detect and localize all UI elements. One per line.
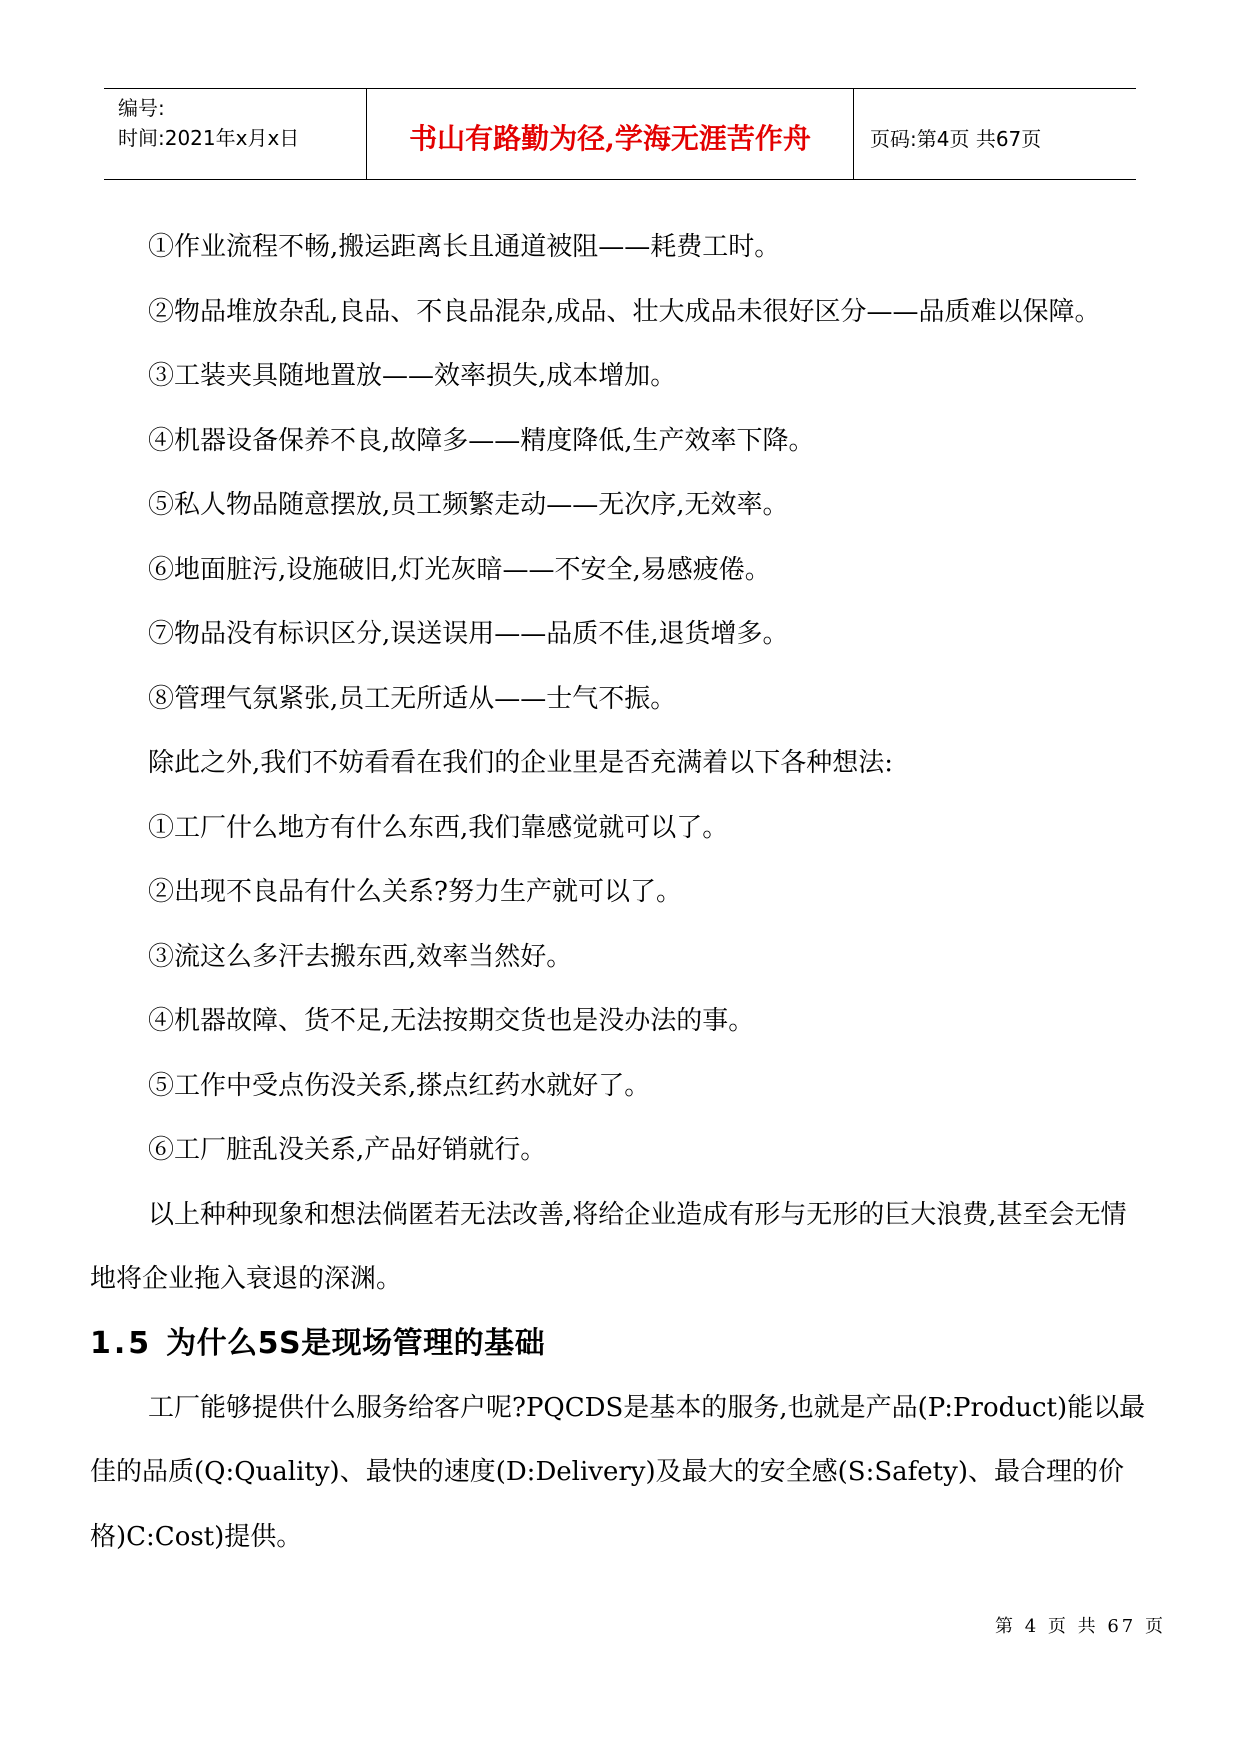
section-paragraph: 工厂能够提供什么服务给客户呢?PQCDS是基本的服务,也就是产品(P:Product)能以最佳的品质(Q:Quality)、最快的速度(D:Delivery)及最大的安全感(S:Safety)、最合理的价格)C:Cost)提供。 <box>90 1392 1146 1552</box>
paragraph: ②出现不良品有什么关系?努力生产就可以了。 <box>148 877 682 907</box>
document-number-label: 编号: <box>118 96 165 120</box>
section-heading <box>90 1312 1146 1376</box>
paragraph: ③工装夹具随地置放——效率损失,成本增加。 <box>148 361 677 391</box>
page-footer: 第 4 页 共 67 页 <box>995 1616 1166 1637</box>
header-meta <box>104 89 367 179</box>
paragraph: ⑦物品没有标识区分,误送误用——品质不佳,退货增多。 <box>148 619 789 649</box>
paragraph: ②物品堆放杂乱,良品、不良品混杂,成品、壮大成品未很好区分——品质难以保障。 <box>148 296 1101 327</box>
paragraph: 除此之外,我们不妨看看在我们的企业里是否充满着以下各种想法: <box>148 748 894 778</box>
section-number: 1.5 <box>90 1325 153 1361</box>
paragraph: ③流这么多汗去搬东西,效率当然好。 <box>148 941 573 972</box>
paragraph: ⑧管理气氛紧张,员工无所适从——士气不振。 <box>148 683 677 714</box>
page-header <box>104 88 1136 180</box>
paragraph: ⑥工厂脏乱没关系,产品好销就行。 <box>148 1135 547 1165</box>
section-title: 为什么5S是现场管理的基础 <box>166 1325 546 1361</box>
paragraph: ⑤私人物品随意摆放,员工频繁走动——无次序,无效率。 <box>148 490 789 520</box>
document-body <box>90 215 1146 1569</box>
paragraph: ①工厂什么地方有什么东西,我们靠感觉就可以了。 <box>148 812 729 843</box>
header-page-info: 页码:第4页 共67页 <box>870 126 1042 151</box>
paragraph: ⑤工作中受点伤没关系,搽点红药水就好了。 <box>148 1070 651 1101</box>
paragraph: ④机器故障、货不足,无法按期交货也是没办法的事。 <box>148 1006 755 1036</box>
header-motto: 书山有路勤为径,学海无涯苦作舟 <box>367 89 854 179</box>
paragraph: 以上种种现象和想法倘匿若无法改善,将给企业造成有形与无形的巨大浪费,甚至会无情地将企业拖入衰退的深渊。 <box>90 1199 1127 1294</box>
paragraph: ⑥地面脏污,设施破旧,灯光灰暗——不安全,易感疲倦。 <box>148 554 771 585</box>
document-time-label: 时间:2021年x月x日 <box>118 126 300 150</box>
paragraph: ④机器设备保养不良,故障多——精度降低,生产效率下降。 <box>148 425 815 456</box>
paragraph: ①作业流程不畅,搬运距离长且通道被阻——耗费工时。 <box>148 232 781 262</box>
